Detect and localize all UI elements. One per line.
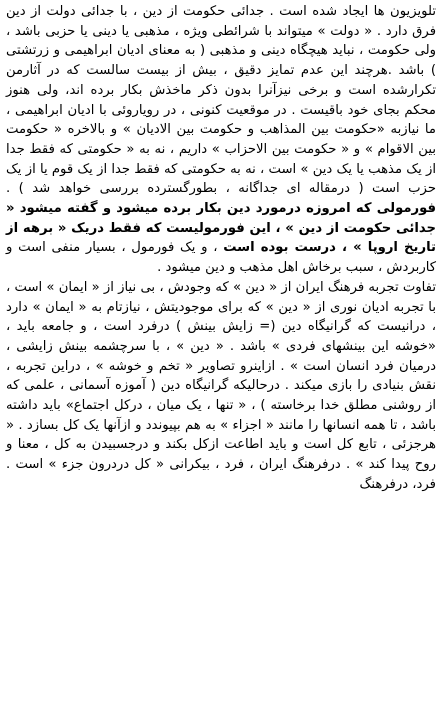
paragraph-state-and-religion [6,2,436,278]
paragraph-text-end: ، و یک فورمول ، بسیار منفی است و کاربردش ، سبب برخاش اهل مذهب و دین میشود . [6,240,436,276]
paragraph-text: تلویزیون ها ایجاد شده است . جدائی حکومت از دین ، با جدائی دولت از دین فرق دارد . « دولت » میتواند با شرائطی ویژه ، مذهبی یا دینی یا حزبی باشد ، ولی حکومت ، نباید هیچگاه دینی و مذهبی ( به معنای ادیان ابراهیمی و زرتشتی ) باشد .هرچند این عدم تمایز دقیق ، بیش از بیست سالست که در آثارمن تکرارشده است و برخی نیزآنرا بدون ذکر ماخذش بکار برده اند، ولی هنوز محکم بجای خود باقیست . در موقعیت کنونی ، در رویاروئی با ادیان ابراهیمی ، ما نیازبه «حکومت بین المذاهب و حکومت بین الادیان » و بالاخره « حکومت بین الاقوام » و « حکومت بین الاحزاب » داریم ، نه به « حکومتی که فقط جدا از یک مذهب یا یک دین » است ، نه به حکومتی که فقط جدا از یک قوم یا از یک حزب است ( درمقاله ای جداگانه ، بطورگسترده بررسی خواهد شد ) . [6,4,436,197]
bold-statement: فورمولی که امروزه درمورد دین بکار برده میشود و گفته میشود « جدائی حکومت از دین » ، این فورمولیست که فقط دریک « برهه از تاریخ اروپا » ، درست بوده است [6,201,437,256]
paragraph-religion-in-iranian-culture: تفاوت تجربه فرهنگ ایران از « دین » که وجودش ، بی نیاز از « ایمان » است ، با تجربه ادیان نوری از « دین » که برای موجودیتش ، نیازتام به « ایمان » دارد ، درانیست که گرانیگاه دین (= زایش بینش ) درفرد است ، و جامعه باید ، «خوشه این بینشهای فردی » باشد . « دین » ، با سرچشمه بینش زایشی ، درمیان فرد انسان است » . ازاینرو تصاویر « تخم و خوشه » ، دراین تجربه ، نقش بنیادی را بازی میکند . درحالیکه گرانیگاه دین ( آموزه آسمانی ، علمی که از روشنی مطلق خدا برخاسته ) ، « تنها ، یک میان ، درکل اجتماع» باید داشته باشد ، تا همه انسانها را مانند « اجزاء » به هم بپیوندد و ازآنها یک کل بسازد . « هرجزئی ، تابع کل است و باید اطاعت ازکل بکند و درجسبیدن به کل ، معنا و روح پیدا کند » . درفرهنگ ایران ، فرد ، بیکرانی « کل دردرون جزء » است . فرد، درفرهنگ [6,279,436,492]
